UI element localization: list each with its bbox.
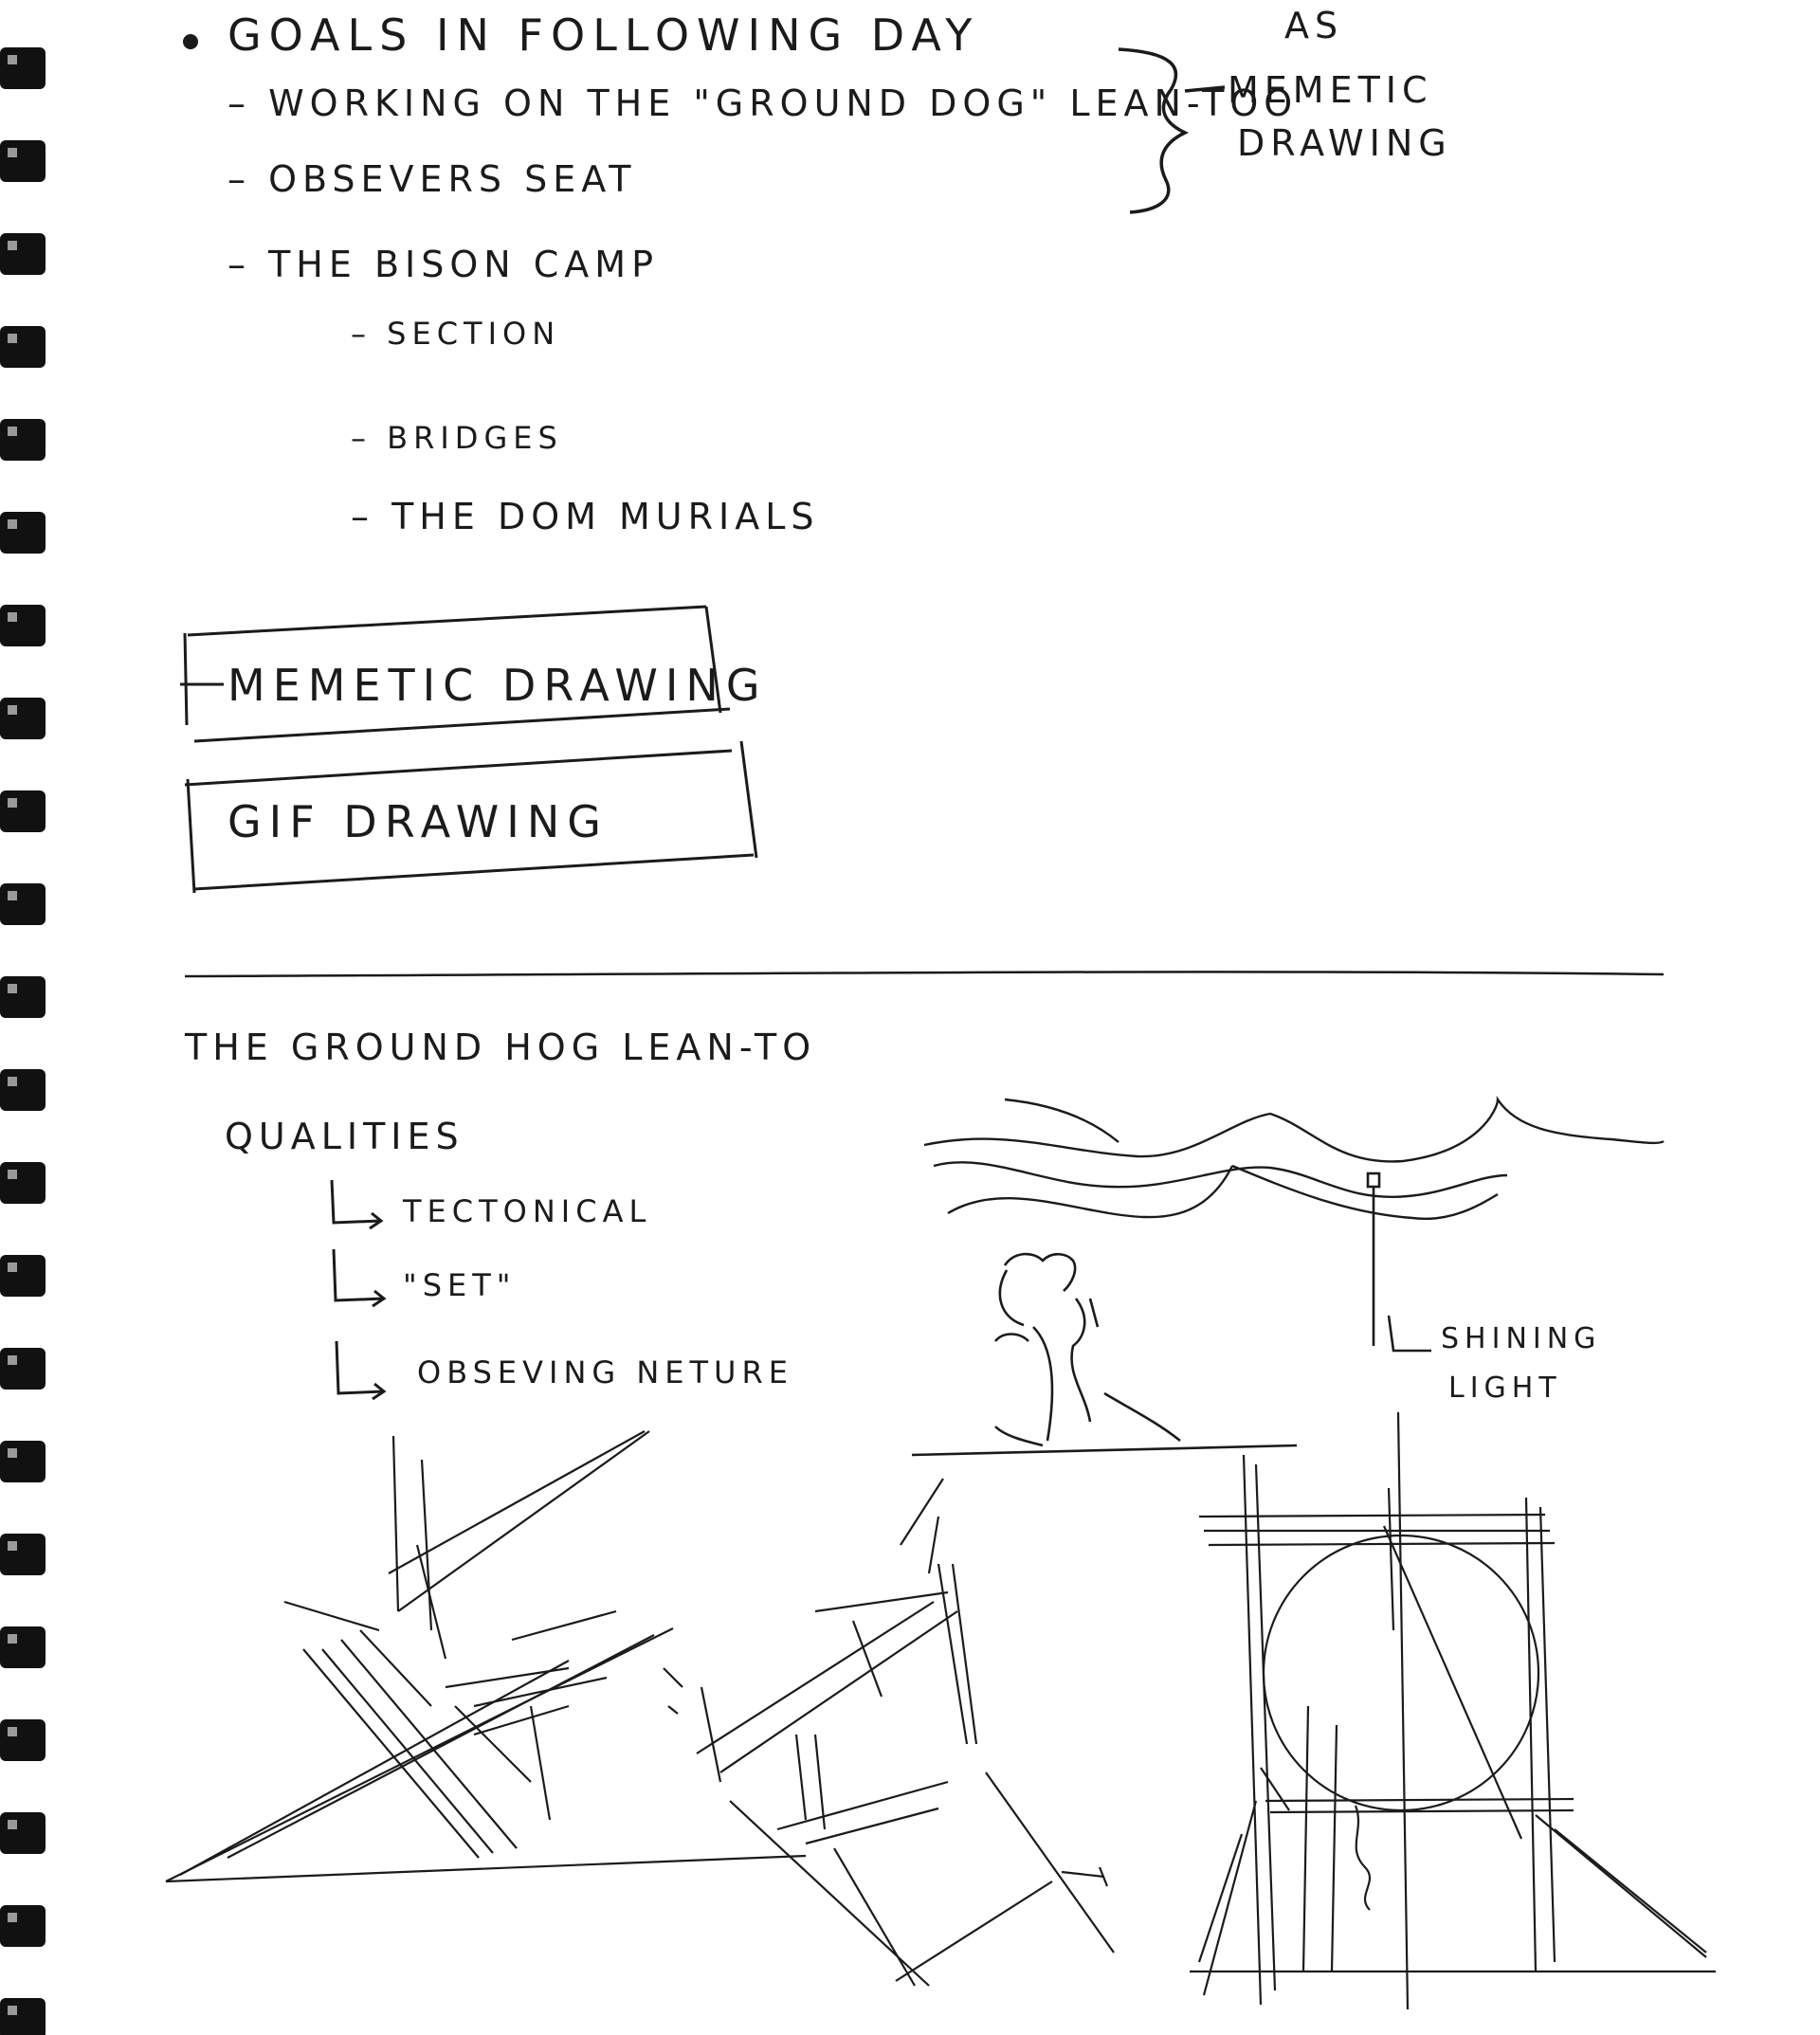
side-note-line: MEMETIC (1228, 69, 1433, 111)
spiral-ring (0, 976, 46, 1018)
spiral-ring (0, 326, 46, 368)
spiral-ring-highlight (8, 891, 17, 900)
spiral-ring (0, 140, 46, 182)
landscape-sketch (924, 1099, 1664, 1219)
spiral-ring (0, 1069, 46, 1111)
memetic-drawing-label: MEMETIC DRAWING (228, 660, 768, 711)
gif-drawing-label: GIF DRAWING (228, 796, 609, 847)
section-divider (185, 972, 1664, 976)
spiral-ring (0, 233, 46, 275)
spiral-ring (0, 1348, 46, 1390)
goals-item: – OBSEVERS SEAT (228, 158, 637, 200)
sub-item: – THE DOM MURIALS (351, 496, 820, 537)
spiral-ring-highlight (8, 1913, 17, 1922)
spiral-ring-highlight (8, 241, 17, 250)
spiral-ring-highlight (8, 519, 17, 529)
annotation-line: SHINING (1441, 1322, 1602, 1355)
side-note-line: DRAWING (1237, 122, 1452, 164)
annotation-line: LIGHT (1448, 1372, 1562, 1405)
spiral-ring-highlight (8, 1541, 17, 1551)
spiral-binding-icon (0, 0, 66, 2035)
spiral-ring-highlight (8, 705, 17, 715)
spiral-ring-highlight (8, 798, 17, 808)
spiral-ring (0, 1626, 46, 1668)
spiral-ring (0, 1719, 46, 1761)
spiral-ring (0, 883, 46, 925)
spiral-ring-highlight (8, 1448, 17, 1458)
quality-item: OBSEVING NETURE (417, 1354, 793, 1390)
spiral-ring (0, 1162, 46, 1204)
spiral-ring (0, 1255, 46, 1297)
spiral-ring (0, 1441, 46, 1482)
shining-light-marker (1368, 1173, 1431, 1351)
spiral-ring-highlight (8, 1634, 17, 1644)
spiral-ring (0, 512, 46, 554)
spiral-ring-highlight (8, 1077, 17, 1086)
spiral-ring-highlight (8, 1820, 17, 1829)
spiral-ring-highlight (8, 1263, 17, 1272)
spiral-ring-highlight (8, 334, 17, 343)
spiral-ring (0, 605, 46, 646)
spiral-ring-highlight (8, 1727, 17, 1736)
spiral-ring-highlight (8, 1355, 17, 1365)
groundhog-figure (912, 1254, 1297, 1455)
spiral-ring-highlight (8, 427, 17, 436)
framed-circle-sketch (1190, 1412, 1716, 2009)
spiral-ring (0, 790, 46, 832)
bullet-dot-icon (183, 34, 198, 49)
sub-item: – BRIDGES (351, 420, 563, 456)
spiral-ring (0, 1905, 46, 1947)
leanto-sketch-2 (697, 1479, 1114, 1986)
spiral-ring-highlight (8, 984, 17, 993)
spiral-ring (0, 1534, 46, 1575)
sub-item: – SECTION (351, 316, 561, 352)
quality-item: "SET" (403, 1267, 517, 1303)
qualities-arrows (332, 1180, 384, 1399)
section-title: THE GROUND HOG LEAN-TO (185, 1027, 817, 1068)
spiral-ring-highlight (8, 1170, 17, 1179)
spiral-ring-highlight (8, 148, 17, 157)
goals-item: – WORKING ON THE "GROUND DOG" LEAN-TOO (228, 82, 1299, 124)
spiral-ring-highlight (8, 55, 17, 64)
spiral-ring (0, 1998, 46, 2035)
leanto-sketch-1 (166, 1431, 806, 1881)
spiral-ring-highlight (8, 612, 17, 622)
spiral-ring (0, 1812, 46, 1854)
spiral-ring (0, 698, 46, 739)
goals-item: – THE BISON CAMP (228, 244, 659, 285)
qualities-heading: QUALITIES (225, 1116, 464, 1157)
spiral-ring (0, 47, 46, 89)
spiral-ring (0, 419, 46, 461)
spiral-ring-highlight (8, 2006, 17, 2015)
side-note-line: AS (1284, 5, 1344, 46)
goals-heading: GOALS IN FOLLOWING DAY (228, 9, 980, 61)
quality-item: TECTONICAL (403, 1193, 652, 1229)
brace-icon (1119, 49, 1185, 212)
